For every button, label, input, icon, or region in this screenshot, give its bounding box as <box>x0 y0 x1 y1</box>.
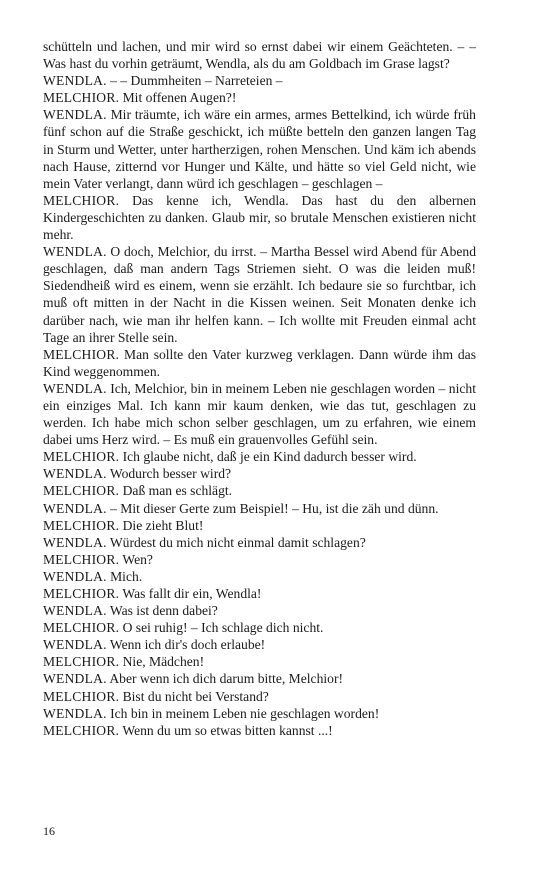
speaker: MELCHIOR. <box>43 688 120 704</box>
line-text: Bist du nicht bei Verstand? <box>122 688 269 704</box>
line-text: Die zieht Blut! <box>122 517 204 533</box>
line-text: Wodurch besser wird? <box>109 466 232 482</box>
speaker: MELCHIOR. <box>43 654 120 670</box>
paragraph-23 <box>43 705 476 722</box>
speaker: WENDLA. <box>43 107 107 123</box>
speaker: MELCHIOR. <box>43 449 120 465</box>
paragraph-1 <box>43 72 476 89</box>
line-text: Daß man es schlägt. <box>122 483 233 499</box>
paragraph-6 <box>43 346 476 380</box>
line-text: Ich glaube nicht, daß je ein Kind dadurch besser wird. <box>122 449 417 465</box>
speaker: MELCHIOR. <box>43 483 120 499</box>
speaker: MELCHIOR. <box>43 586 120 601</box>
speaker: WENDLA. <box>43 244 107 260</box>
paragraph-4 <box>43 192 476 243</box>
line-text: Das kenne ich, Wendla. Das hast du den albernen Kindergeschichten zu danken. Glaub mir, so brutale Menschen existieren nicht mehr. <box>43 192 476 243</box>
line-text: Mir träumte, ich wäre ein armes, armes Bettelkind, ich würde früh fünf schon auf die Straße geschickt, ich müßte betteln den ganzen langen Tag in Sturm und Wetter, unter hartherzigen, rohen Menschen. Und käm ich abends nach Hause, zitternd vor Hunger und Kälte, und hätte so viel Geld nicht, wie mein Vater verlangt, dann würd ich geschlagen – geschlagen – <box>43 107 476 191</box>
speaker: WENDLA. <box>43 603 107 619</box>
paragraph-12 <box>43 517 476 534</box>
paragraph-0 <box>43 38 476 72</box>
page-body <box>43 38 476 739</box>
paragraph-18 <box>43 619 476 636</box>
speaker: WENDLA. <box>43 466 107 482</box>
paragraph-10 <box>43 482 476 499</box>
line-text: Würdest du mich nicht einmal damit schlagen? <box>109 534 366 550</box>
speaker: WENDLA. <box>43 568 107 584</box>
line-text: Wenn du um so etwas bitten kannst ...! <box>122 722 333 738</box>
speaker: MELCHIOR. <box>43 620 120 636</box>
paragraph-19 <box>43 636 476 653</box>
line-text: Mich. <box>110 568 143 584</box>
paragraph-24 <box>43 722 476 739</box>
paragraph-16 <box>43 585 476 602</box>
line-text: O doch, Melchior, du irrst. – Martha Bessel wird Abend für Abend geschlagen, daß man andern Tags Striemen sieht. O was die leiden muß! Siedendheiß wird es einem, wenn sie erzählt. Ich bedaure sie so furchtbar, ich muß oft mitten in der Nacht in die Kissen weinen. Seit Monaten denke ich darüber nach, wie man ihr helfen kann. – Ich wollte mit Freuden einmal acht Tage an ihrer Stelle sein. <box>43 244 476 345</box>
line-text: Ich bin in meinem Leben nie geschlagen worden! <box>110 705 380 721</box>
line-text: Wenn ich dir's doch erlaube! <box>109 637 266 653</box>
paragraph-7 <box>43 380 476 448</box>
speaker: MELCHIOR. <box>43 517 120 533</box>
paragraph-21 <box>43 670 476 687</box>
line-text: Man sollte den Vater kurzweg verklagen. Dann würde ihm das Kind weggenommen. <box>43 346 476 379</box>
speaker: MELCHIOR. <box>43 90 120 106</box>
line-text: Aber wenn ich dich darum bitte, Melchior! <box>109 671 344 687</box>
paragraph-5 <box>43 243 476 346</box>
speaker: WENDLA. <box>43 705 107 721</box>
line-text: Mit offenen Augen?! <box>122 90 237 106</box>
speaker: WENDLA. <box>43 671 107 687</box>
speaker: MELCHIOR. <box>43 551 120 567</box>
paragraph-15 <box>43 568 476 585</box>
line-text: Wen? <box>122 551 153 567</box>
paragraph-3 <box>43 106 476 191</box>
speaker: WENDLA. <box>43 637 107 653</box>
speaker: MELCHIOR. <box>43 346 120 362</box>
paragraph-2 <box>43 89 476 106</box>
line-text: Ich, Melchior, bin in meinem Leben nie geschlagen worden – nicht ein einziges Mal. Ich kann mir kaum denken, wie das tut, geschlagen zu werden. Ich habe mich schon selber geschlagen, um zu erfahren, wie einem dabei ums Herz wird. – Es muß ein grauenvolles Gefühl sein. <box>43 380 476 448</box>
page-number: 16 <box>43 824 55 838</box>
line-text: schütteln und lachen, und mir wird so ernst dabei wir einem Geächteten. – – Was hast du vorhin geträumt, Wendla, als du am Goldbach im Grase lagst? <box>43 39 476 72</box>
line-text: Nie, Mädchen! <box>122 654 205 670</box>
paragraph-20 <box>43 653 476 670</box>
line-text: Was fallt dir ein, Wendla! <box>122 586 262 601</box>
paragraph-17 <box>43 602 476 619</box>
speaker: WENDLA. <box>43 380 107 396</box>
paragraph-11 <box>43 500 476 517</box>
speaker: WENDLA. <box>43 73 107 89</box>
line-text: – – Dummheiten – Narreteien – <box>110 73 283 89</box>
line-text: O sei ruhig! – Ich schlage dich nicht. <box>122 620 324 636</box>
speaker: WENDLA. <box>43 534 107 550</box>
paragraph-8 <box>43 448 476 465</box>
line-text: Was ist denn dabei? <box>109 603 218 619</box>
paragraph-13 <box>43 534 476 551</box>
paragraph-9 <box>43 465 476 482</box>
paragraph-14 <box>43 551 476 568</box>
paragraph-22 <box>43 688 476 705</box>
speaker: MELCHIOR. <box>43 722 120 738</box>
line-text: – Mit dieser Gerte zum Beispiel! – Hu, ist die zäh und dünn. <box>110 500 439 516</box>
speaker: WENDLA. <box>43 500 107 516</box>
speaker: MELCHIOR. <box>43 192 120 208</box>
